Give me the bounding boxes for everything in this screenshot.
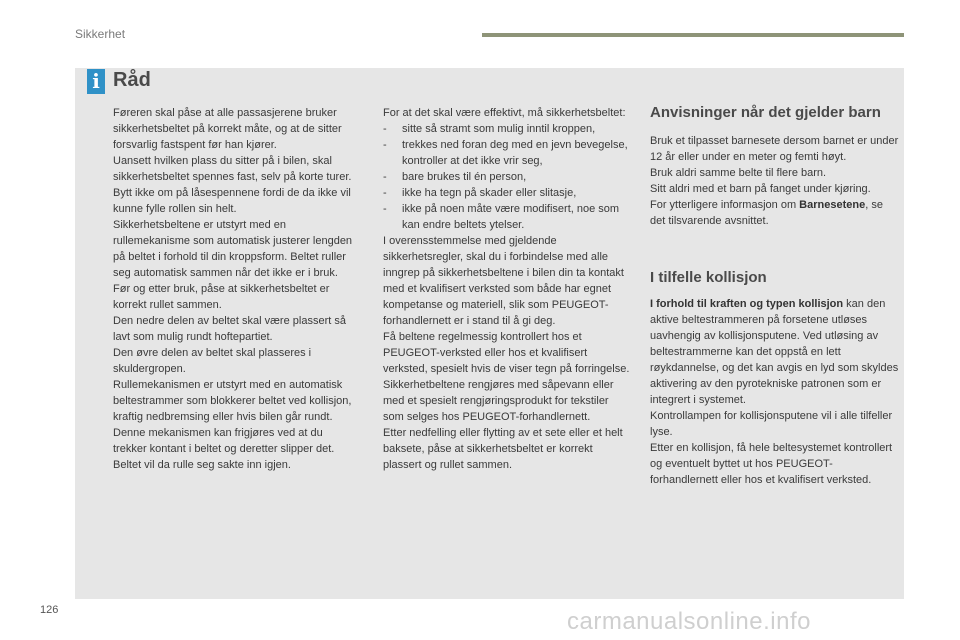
- collision-heading: I tilfelle kollisjon: [650, 269, 767, 286]
- list-item: [383, 169, 631, 185]
- list-item: [383, 137, 631, 169]
- advice-title: Råd: [113, 69, 151, 91]
- paragraph: Bruk aldri samme belte til flere barn.: [650, 167, 827, 179]
- paragraph: Føreren skal påse at alle passasjerene bruker sikkerhetsbeltet på korrekt måte, og at de sitter forsvarlig fastspent før han kjører.: [113, 107, 342, 151]
- list-item: [383, 185, 631, 201]
- paragraph: Den øvre delen av beltet skal plasseres i skuldergropen.: [113, 347, 312, 375]
- reference-text: , se det tilsvarende avsnittet.: [650, 199, 883, 227]
- list-item-text: sitte så stramt som mulig inntil kroppen,: [402, 123, 596, 135]
- list-item-text: bare brukes til én person,: [402, 171, 527, 183]
- collision-lead-bold: I forhold til kraften og typen kollisjon: [650, 298, 844, 310]
- paragraph: Bruk et tilpasset barnesete dersom barnet er under 12 år eller under en meter og femti høyt.: [650, 135, 899, 163]
- collision-lead: [650, 296, 900, 408]
- paragraph: Etter en kollisjon, få hele beltesystemet kontrollert og eventuelt byttet ut hos PEUGEOT-forhandlernett eller hos et kvalifisert verksted.: [650, 442, 893, 486]
- list-item-text: ikke ha tegn på skader eller slitasje,: [402, 187, 577, 199]
- paragraph: Uansett hvilken plass du sitter på i bilen, skal sikkerhetsbeltet spennes fast, selv på korte turer.: [113, 155, 352, 183]
- section-rule: [482, 33, 904, 37]
- page-number: 126: [40, 604, 59, 616]
- list-item-text: ikke på noen måte være modifisert, noe som kan endre beltets ytelser.: [402, 203, 620, 231]
- advice-column-1: [113, 105, 358, 473]
- advice-column-2: [383, 105, 631, 473]
- list-item: [383, 201, 631, 233]
- list-item: [383, 121, 631, 137]
- paragraph: Bytt ikke om på låsespennene fordi de da ikke vil kunne fylle rollen sin helt.: [113, 187, 351, 215]
- list-dash: -: [383, 171, 387, 183]
- reference-text: For ytterligere informasjon om: [650, 199, 800, 211]
- paragraph: Før og etter bruk, påse at sikkerhetsbeltet er korrekt rullet sammen.: [113, 283, 330, 311]
- list-dash: -: [383, 139, 387, 151]
- info-icon: i: [87, 69, 105, 94]
- reference-bold: Barnesetene: [799, 199, 866, 211]
- watermark: carmanualsonline.info: [567, 608, 811, 635]
- paragraph: Kontrollampen for kollisjonsputene vil i alle tilfeller lyse.: [650, 410, 893, 438]
- advice-column-3: [650, 105, 900, 488]
- paragraph: Sikkerhetsbeltene er utstyrt med en rullemekanisme som automatisk justerer lengden på beltet i forhold til din kroppsform. Beltet ruller seg automatisk sammen når det ikke er i bruk.: [113, 219, 353, 279]
- section-label: Sikkerhet: [75, 27, 126, 41]
- list-intro: For at det skal være effektivt, må sikkerhetsbeltet:: [383, 107, 626, 119]
- collision-lead-text: kan den aktive beltestrammeren på forsetene utløses uavhengig av kollisjonsputene. Ved utløsing av beltestrammerne kan det oppstå en lett røykdannelse, og det kan avgis en lyd som skyldes aktivering av den pyrotekniske patronen som er integrert i systemet.: [650, 298, 899, 406]
- children-reference: [650, 197, 900, 229]
- paragraph: Få beltene regelmessig kontrollert hos et PEUGEOT-verksted eller hos et kvalifisert verksted, spesielt hvis de viser tegn på forringelse.: [383, 331, 630, 375]
- paragraph: I overensstemmelse med gjeldende sikkerhetsregler, skal du i forbindelse med alle inngrep på sikkerhetsbeltene i bilen din ta kontakt med et kvalifisert verksted som både har egnet kompetanse og materiell, slik som PEUGEOT-forhandlernett er i stand til å gi deg.: [383, 235, 624, 327]
- paragraph: Den nedre delen av beltet skal være plassert så lavt som mulig rundt hoftepartiet.: [113, 315, 346, 343]
- list-dash: -: [383, 203, 387, 215]
- list-item-text: trekkes ned foran deg med en jevn bevegelse, kontroller at det ikke vrir seg,: [402, 139, 628, 167]
- paragraph: Sikkerhetbeltene rengjøres med såpevann eller med et spesielt rengjøringsprodukt for tekstiler som selges hos PEUGEOT-forhandlernett.: [383, 379, 614, 423]
- list-dash: -: [383, 123, 387, 135]
- paragraph: Rullemekanismen er utstyrt med en automatisk beltestrammer som blokkerer beltet ved kollisjon, kraftig nedbremsing eller hvis bilen går rundt. Denne mekanismen kan frigjøres ved at du trekker kontant i beltet og deretter slipper det. Beltet vil da rulle seg sakte inn igjen.: [113, 379, 352, 471]
- children-heading: Anvisninger når det gjelder barn: [650, 104, 881, 121]
- paragraph: Sitt aldri med et barn på fanget under kjøring.: [650, 183, 871, 195]
- list-dash: -: [383, 187, 387, 199]
- paragraph: Etter nedfelling eller flytting av et sete eller et helt baksete, påse at sikkerhetsbeltet er korrekt plassert og rullet sammen.: [383, 427, 623, 471]
